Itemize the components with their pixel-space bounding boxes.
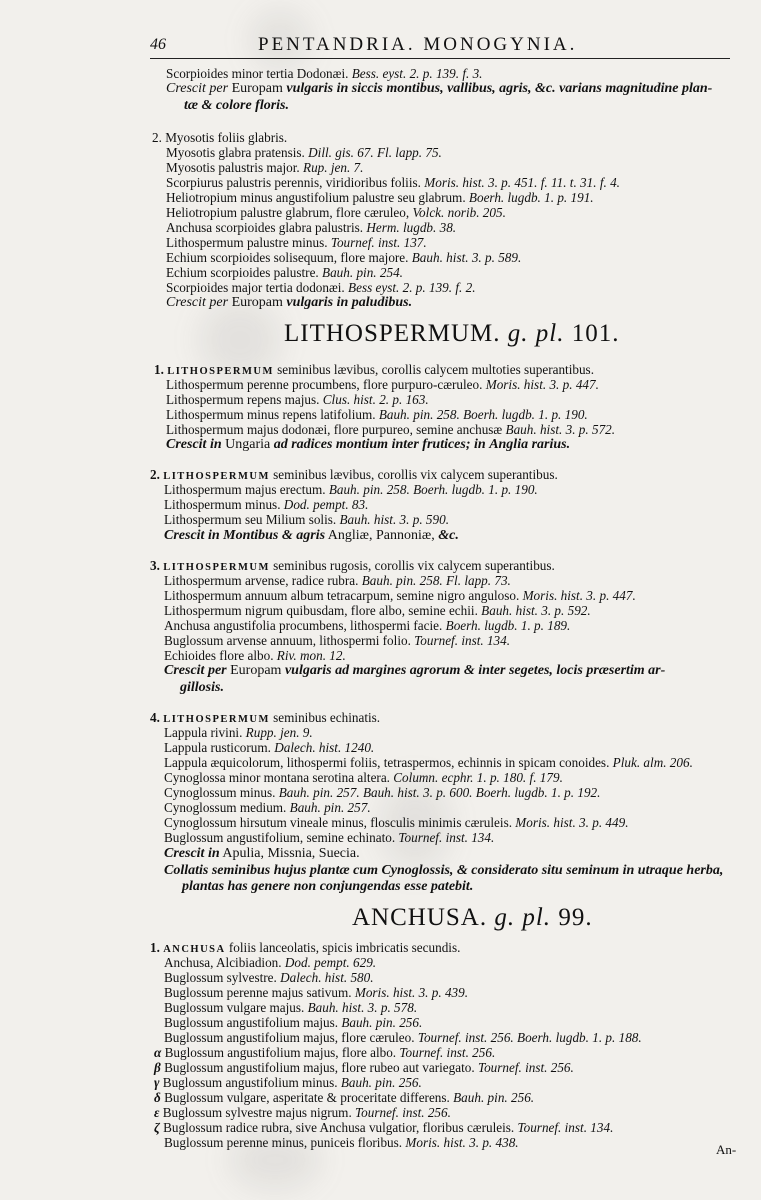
habitat-line: Crescit per Europam vulgaris in paludibus. bbox=[166, 295, 413, 310]
synonym-line: Echium scorpioides solisequum, flore majore. Bauh. hist. 3. p. 589. bbox=[166, 250, 522, 265]
synonym-line: Lithospermum repens majus. Clus. hist. 2. p. 163. bbox=[166, 392, 429, 407]
note-line: Collatis seminibus hujus plantæ cum Cynoglossis, & considerato situ seminum in utraque herba, bbox=[164, 863, 724, 878]
synonym-line: Lithospermum perenne procumbens, flore purpuro-cæruleo. Moris. hist. 3. p. 447. bbox=[166, 377, 599, 392]
synonym-line: Buglossum angustifolium majus, flore cæruleo. Tournef. inst. 256. Boerh. lugdb. 1. p. 188. bbox=[164, 1030, 642, 1045]
habitat-line: gillosis. bbox=[180, 680, 224, 695]
synonym-line: Lithospermum majus erectum. Bauh. pin. 258. Boerh. lugdb. 1. p. 190. bbox=[164, 482, 538, 497]
habitat-line: tæ & colore floris. bbox=[184, 98, 289, 113]
page-header bbox=[150, 36, 730, 59]
catchword: An- bbox=[716, 1142, 737, 1157]
species-diagnosis: 1. LITHOSPERMUM seminibus lævibus, corollis calycem multoties superantibus. bbox=[154, 362, 594, 377]
synonym-line: Lithospermum minus. Dod. pempt. 83. bbox=[164, 497, 369, 512]
synonym-line: Buglossum vulgare majus. Bauh. hist. 3. p. 578. bbox=[164, 1000, 418, 1015]
genus-heading: LITHOSPERMUM. g. pl. 101. bbox=[284, 320, 620, 347]
species-diagnosis: 2. LITHOSPERMUM seminibus lævibus, corollis vix calycem superantibus. bbox=[150, 467, 558, 482]
variety-line: ε Buglossum sylvestre majus nigrum. Tournef. inst. 256. bbox=[154, 1105, 451, 1120]
synonym-line: Lithospermum arvense, radice rubra. Bauh. pin. 258. Fl. lapp. 73. bbox=[164, 573, 511, 588]
running-head: PENTANDRIA. MONOGYNIA. bbox=[258, 34, 578, 55]
synonym-line: Anchusa, Alcibiadion. Dod. pempt. 629. bbox=[164, 955, 377, 970]
synonym-line: Buglossum perenne majus sativum. Moris. hist. 3. p. 439. bbox=[164, 985, 469, 1000]
note-line: plantas has genere non conjungendas esse patebit. bbox=[182, 879, 474, 894]
species-diagnosis: 3. LITHOSPERMUM seminibus rugosis, corollis vix calycem superantibus. bbox=[150, 558, 555, 573]
variety-line: δ Buglossum vulgare, asperitate & proceritate differens. Bauh. pin. 256. bbox=[154, 1090, 535, 1105]
species-diagnosis: 1. ANCHUSA foliis lanceolatis, spicis imbricatis secundis. bbox=[150, 940, 461, 955]
variety-line: γ Buglossum angustifolium minus. Bauh. pin. 256. bbox=[154, 1075, 422, 1090]
synonym-line: Cynoglossum minus. Bauh. pin. 257. Bauh. hist. 3. p. 600. Boerh. lugdb. 1. p. 192. bbox=[164, 785, 601, 800]
species-diagnosis: 4. LITHOSPERMUM seminibus echinatis. bbox=[150, 710, 381, 725]
variety-line: ζ Buglossum radice rubra, sive Anchusa vulgatior, floribus cæruleis. Tournef. inst. 134. bbox=[154, 1120, 614, 1135]
synonym-line: Scorpiurus palustris perennis, viridioribus foliis. Moris. hist. 3. p. 451. f. 11. t. 31. f. 4. bbox=[166, 175, 620, 190]
habitat-line: Crescit in Apulia, Missnia, Suecia. bbox=[164, 846, 360, 861]
synonym-line: Buglossum sylvestre. Dalech. hist. 580. bbox=[164, 970, 374, 985]
synonym-line: Anchusa scorpioides glabra palustris. Herm. lugdb. 38. bbox=[166, 220, 457, 235]
variety-line: β Buglossum angustifolium majus, flore rubeo aut variegato. Tournef. inst. 256. bbox=[154, 1060, 574, 1075]
habitat-line: Crescit per Europam vulgaris ad margines agrorum & inter segetes, locis præsertim ar- bbox=[164, 663, 666, 678]
synonym-line: Lappula rivini. Rupp. jen. 9. bbox=[164, 725, 313, 740]
synonym-line: Buglossum perenne minus, puniceis floribus. Moris. hist. 3. p. 438. bbox=[164, 1135, 519, 1150]
variety-line: α Buglossum angustifolium majus, flore albo. Tournef. inst. 256. bbox=[154, 1045, 496, 1060]
synonym-line: Cynoglossum medium. Bauh. pin. 257. bbox=[164, 800, 371, 815]
synonym-line: Lithospermum palustre minus. Tournef. inst. 137. bbox=[166, 235, 427, 250]
synonym-line: Buglossum angustifolium, semine echinato. Tournef. inst. 134. bbox=[164, 830, 495, 845]
synonym-line: Scorpioides minor tertia Dodonæi. Bess. eyst. 2. p. 139. f. 3. bbox=[166, 66, 483, 81]
synonym-line: Lithospermum majus dodonæi, flore purpureo, semine anchusæ Bauh. hist. 3. p. 572. bbox=[166, 422, 616, 437]
synonym-line: Myosotis palustris major. Rup. jen. 7. bbox=[166, 160, 364, 175]
genus-heading: ANCHUSA. g. pl. 99. bbox=[352, 904, 593, 931]
synonym-line: Anchusa angustifolia procumbens, lithospermi facie. Boerh. lugdb. 1. p. 189. bbox=[164, 618, 571, 633]
species-diagnosis: 2. Myosotis foliis glabris. bbox=[152, 130, 288, 145]
habitat-line: Crescit in Montibus & agris Angliæ, Pannoniæ, &c. bbox=[164, 528, 459, 543]
synonym-line: Echium scorpioides palustre. Bauh. pin. 254. bbox=[166, 265, 403, 280]
synonym-line: Lithospermum minus repens latifolium. Bauh. pin. 258. Boerh. lugdb. 1. p. 190. bbox=[166, 407, 588, 422]
synonym-line: Lithospermum seu Milium solis. Bauh. hist. 3. p. 590. bbox=[164, 512, 449, 527]
synonym-line: Lappula rusticorum. Dalech. hist. 1240. bbox=[164, 740, 375, 755]
synonym-line: Myosotis glabra pratensis. Dill. gis. 67. Fl. lapp. 75. bbox=[166, 145, 442, 160]
synonym-line: Lithospermum nigrum quibusdam, flore albo, semine echii. Bauh. hist. 3. p. 592. bbox=[164, 603, 591, 618]
synonym-line: Cynoglossum hirsutum vineale minus, flosculis minimis cæruleis. Moris. hist. 3. p. 449. bbox=[164, 815, 629, 830]
synonym-line: Scorpioides major tertia dodonæi. Bess eyst. 2. p. 139. f. 2. bbox=[166, 280, 476, 295]
habitat-line: Crescit per Europam vulgaris in siccis montibus, vallibus, agris, &c. varians magnitudine plan- bbox=[166, 81, 713, 96]
synonym-line: Buglossum angustifolium majus. Bauh. pin. 256. bbox=[164, 1015, 423, 1030]
synonym-line: Echioides flore albo. Riv. mon. 12. bbox=[164, 648, 346, 663]
synonym-line: Lappula æquicolorum, lithospermi foliis, tetraspermos, echinnis in spicam conoides. Pluk. alm. 206. bbox=[164, 755, 693, 770]
habitat-line: Crescit in Ungaria ad radices montium inter frutices; in Anglia rarius. bbox=[166, 437, 571, 452]
synonym-line: Heliotropium minus angustifolium palustre seu glabrum. Boerh. lugdb. 1. p. 191. bbox=[166, 190, 594, 205]
synonym-line: Cynoglossa minor montana serotina altera. Column. ecphr. 1. p. 180. f. 179. bbox=[164, 770, 563, 785]
synonym-line: Heliotropium palustre glabrum, flore cæruleo, Volck. norib. 205. bbox=[166, 205, 506, 220]
synonym-line: Buglossum arvense annuum, lithospermi folio. Tournef. inst. 134. bbox=[164, 633, 511, 648]
page-number: 46 bbox=[150, 36, 166, 53]
synonym-line: Lithospermum annuum album tetracarpum, semine nigro anguloso. Moris. hist. 3. p. 447. bbox=[164, 588, 636, 603]
